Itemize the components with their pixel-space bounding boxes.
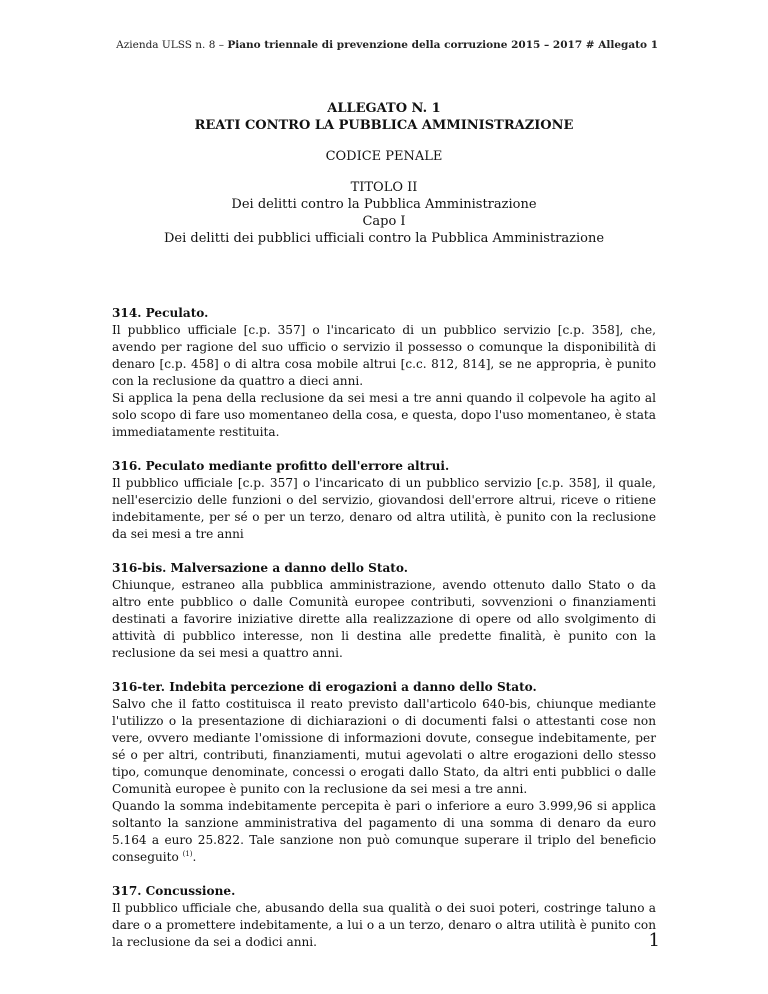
title-block bbox=[112, 100, 656, 247]
titolo-description: Dei delitti contro la Pubblica Amministrazione bbox=[231, 197, 537, 212]
titolo-heading: TITOLO II bbox=[350, 180, 418, 195]
article-316 bbox=[112, 458, 656, 543]
running-header bbox=[116, 39, 658, 51]
annex-title: ALLEGATO N. 1 bbox=[327, 101, 441, 116]
article-paragraph: Il pubblico ufficiale che, abusando della sua qualità o dei suoi poteri, costringe taluno a dare o a promettere indebitamente, a lui o a un terzo, denaro o altra utilità è punito con la reclusione da sei a dodici anni. bbox=[112, 901, 656, 949]
article-paragraph: Salvo che il fatto costituisca il reato previsto dall'articolo 640-bis, chiunque mediante l'utilizzo o la presentazione di dichiarazioni o di documenti falsi o attestanti cose non vere, ovvero mediante l'omissione di informazioni dovute, consegue indebitamente, per sé o per altri, contributi, finanziamenti, mutui agevolati o altre erogazioni dello stesso tipo, comunque denominate, concessi o erogati dallo Stato, da altri enti pubblici o dalle Comunità europee è punito con la reclusione da sei mesi a tre anni. bbox=[112, 697, 656, 796]
header-prefix: Azienda ULSS n. 8 – bbox=[116, 39, 228, 51]
article-317 bbox=[112, 883, 656, 951]
article-paragraph-text: Quando la somma indebitamente percepita è pari o inferiore a euro 3.999,96 si applica soltanto la sanzione amministrativa del pagamento di una somma di denaro da euro 5.164 a euro 25.822. Tale sanzione non può comunque superare il triplo del beneficio conseguito bbox=[112, 799, 656, 864]
capo-description: Dei delitti dei pubblici ufficiali contro la Pubblica Amministrazione bbox=[163, 231, 605, 246]
article-title: 316-ter. Indebita percezione di erogazioni a danno dello Stato. bbox=[112, 680, 537, 694]
article-paragraph: Il pubblico ufficiale [c.p. 357] o l'incaricato di un pubblico servizio [c.p. 358], che, avendo per ragione del suo ufficio o servizio il possesso o comunque la disponibilità di denaro [c.p. 458] o di altra cosa mobile altrui [c.c. 812, 814], se ne appropria, è punito con la reclusione da quattro a dieci anni. bbox=[112, 323, 656, 388]
article-paragraph: Il pubblico ufficiale [c.p. 357] o l'incaricato di un pubblico servizio [c.p. 358], il quale, nell'esercizio delle funzioni o del servizio, giovandosi dell'errore altrui, riceve o ritiene indebitamente, per sé o per un terzo, denaro od altra utilità, è punito con la reclusione da sei mesi a tre anni bbox=[112, 476, 656, 541]
header-title: Piano triennale di prevenzione della corruzione 2015 – 2017 # Allegato 1 bbox=[227, 39, 658, 51]
article-paragraph: Chiunque, estraneo alla pubblica amministrazione, avendo ottenuto dallo Stato o da altro ente pubblico o dalle Comunità europee contributi, sovvenzioni o finanziamenti destinati a favorire iniziative dirette alla realizzazione di opere od allo svolgimento di attività di pubblico interesse, non li destina alle predette finalità, è punito con la reclusione da sei mesi a quattro anni. bbox=[112, 578, 656, 660]
footnote-reference[interactable]: (1) bbox=[182, 849, 193, 858]
article-316-bis bbox=[112, 560, 656, 662]
article-title: 317. Concussione. bbox=[112, 884, 236, 898]
article-paragraph-with-footnote: Quando la somma indebitamente percepita è pari o inferiore a euro 3.999,96 si applica soltanto la sanzione amministrativa del pagamento di una somma di denaro da euro 5.164 a euro 25.822. Tale sanzione non può comunque superare il triplo del beneficio conseguito $^{(1)}$. bbox=[112, 799, 656, 864]
article-314 bbox=[112, 305, 656, 441]
articles-list bbox=[112, 305, 656, 968]
page-number: 1 bbox=[648, 930, 660, 951]
article-title: 314. Peculato. bbox=[112, 306, 209, 320]
annex-subtitle: REATI CONTRO LA PUBBLICA AMMINISTRAZIONE bbox=[194, 118, 574, 133]
article-316-ter bbox=[112, 679, 656, 866]
capo-heading: Capo I bbox=[362, 214, 406, 229]
article-title: 316. Peculato mediante profitto dell'errore altrui. bbox=[112, 459, 450, 473]
article-paragraph: Si applica la pena della reclusione da sei mesi a tre anni quando il colpevole ha agito al solo scopo di fare uso momentaneo della cosa, e questa, dopo l'uso momentaneo, è stata immediatamente restituita. bbox=[112, 391, 656, 439]
article-title: 316-bis. Malversazione a danno dello Stato. bbox=[112, 561, 408, 575]
code-heading: CODICE PENALE bbox=[325, 149, 443, 164]
